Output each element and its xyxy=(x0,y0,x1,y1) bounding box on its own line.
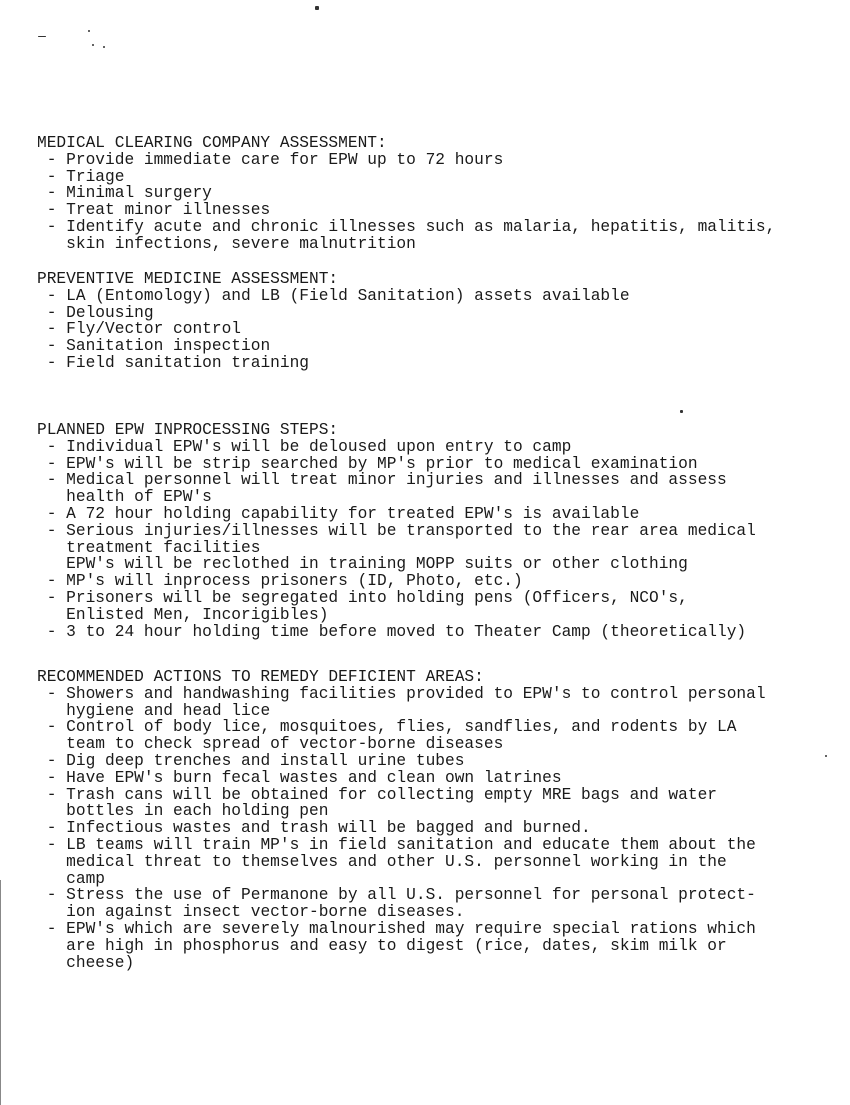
item-text: EPW's will be reclothed in training MOPP suits or other clothing xyxy=(66,555,688,574)
list-item xyxy=(37,787,766,804)
bullet-dash xyxy=(37,870,66,888)
bullet-dash: - xyxy=(37,303,67,322)
item-text: LB teams will train MP's in field sanitation and educate them about the xyxy=(66,835,756,854)
item-text: Medical personnel will treat minor injuries and illnesses and assess xyxy=(66,471,727,490)
bullet-dash: - xyxy=(37,751,67,770)
list-item xyxy=(37,556,756,573)
bullet-dash: - xyxy=(37,150,67,169)
scan-speck xyxy=(38,36,46,37)
item-text: skin infections, severe malnutrition xyxy=(66,234,416,253)
list-item xyxy=(37,305,630,322)
bullet-dash xyxy=(37,235,66,253)
list-item-continuation xyxy=(37,703,766,720)
item-text: LA (Entomology) and LB (Field Sanitation) assets available xyxy=(66,286,630,305)
list-item xyxy=(37,573,756,590)
list-item xyxy=(37,338,630,355)
list-item-continuation xyxy=(37,736,766,753)
list-item xyxy=(37,820,766,837)
bullet-dash xyxy=(37,539,66,557)
bullet-dash: - xyxy=(37,286,67,305)
list-item xyxy=(37,321,630,338)
item-text: Dig deep trenches and install urine tubes xyxy=(66,751,465,770)
list-item xyxy=(37,921,766,938)
item-text: A 72 hour holding capability for treated EPW's is available xyxy=(66,504,640,523)
bullet-dash xyxy=(37,702,66,720)
item-text: cheese) xyxy=(66,953,135,972)
bullet-dash: - xyxy=(37,184,67,203)
item-text: camp xyxy=(66,869,106,888)
list-item xyxy=(37,753,766,770)
item-text: are high in phosphorus and easy to digest (rice, dates, skim milk or xyxy=(66,936,727,955)
item-text: Control of body lice, mosquitoes, flies, sandflies, and rodents by LA xyxy=(66,718,737,737)
list-item xyxy=(37,624,756,641)
list-item xyxy=(37,523,756,540)
bullet-dash: - xyxy=(37,588,67,607)
item-text: Have EPW's burn fecal wastes and clean own latrines xyxy=(66,768,562,787)
bullet-dash: - xyxy=(37,437,67,456)
item-text: Infectious wastes and trash will be bagged and burned. xyxy=(66,819,591,838)
list-item xyxy=(37,439,756,456)
scan-speck xyxy=(92,44,94,46)
scan-speck xyxy=(680,410,683,413)
scan-speck xyxy=(315,6,319,10)
bullet-dash: - xyxy=(37,320,67,339)
item-text: Prisoners will be segregated into holding pens (Officers, NCO's, xyxy=(66,588,688,607)
list-item xyxy=(37,185,775,202)
bullet-dash: - xyxy=(37,718,67,737)
item-text: bottles in each holding pen xyxy=(66,802,329,821)
item-text: Delousing xyxy=(66,303,154,322)
bullet-dash: - xyxy=(37,337,67,356)
bullet-dash: - xyxy=(37,167,67,186)
item-text: Stress the use of Permanone by all U.S. personnel for personal protect- xyxy=(66,886,756,905)
item-text: Enlisted Men, Incorigibles) xyxy=(66,605,329,624)
list-item xyxy=(37,837,766,854)
scan-speck xyxy=(88,30,90,32)
item-text: team to check spread of vector-borne diseases xyxy=(66,735,504,754)
bullet-dash: - xyxy=(37,886,67,905)
item-text: MP's will inprocess prisoners (ID, Photo, etc.) xyxy=(66,572,523,591)
list-item-continuation xyxy=(37,955,766,972)
item-text: Triage xyxy=(66,167,125,186)
list-item-continuation xyxy=(37,607,756,624)
bullet-dash xyxy=(37,853,66,871)
item-text: medical threat to themselves and other U.S. personnel working in the xyxy=(66,852,727,871)
bullet-dash: - xyxy=(37,785,67,804)
list-item xyxy=(37,590,756,607)
bullet-dash xyxy=(37,488,66,506)
bullet-dash xyxy=(37,606,66,624)
bullet-dash: - xyxy=(37,353,67,372)
item-text: Fly/Vector control xyxy=(66,320,242,339)
section-heading: PREVENTIVE MEDICINE ASSESSMENT: xyxy=(37,270,339,288)
item-text: Field sanitation training xyxy=(66,353,310,372)
section xyxy=(37,135,775,253)
list-item xyxy=(37,202,775,219)
list-item xyxy=(37,456,756,473)
item-text: EPW's which are severely malnourished may require special rations which xyxy=(66,919,756,938)
item-text: Trash cans will be obtained for collecting empty MRE bags and water xyxy=(66,785,717,804)
list-item-continuation xyxy=(37,236,775,253)
list-item xyxy=(37,288,630,305)
item-text: Treat minor illnesses xyxy=(66,201,271,220)
bullet-dash xyxy=(37,555,66,573)
bullet-dash xyxy=(37,802,66,820)
section-heading: RECOMMENDED ACTIONS TO REMEDY DEFICIENT AREAS: xyxy=(37,668,484,686)
bullet-dash xyxy=(37,954,66,972)
item-text: Showers and handwashing facilities provided to EPW's to control personal xyxy=(66,684,766,703)
list-item xyxy=(37,506,756,523)
bullet-dash: - xyxy=(37,201,67,220)
list-item-continuation xyxy=(37,854,766,871)
bullet-dash: - xyxy=(37,919,67,938)
bullet-dash: - xyxy=(37,217,67,236)
list-item-continuation xyxy=(37,871,766,888)
scan-speck xyxy=(825,755,827,757)
bullet-dash: - xyxy=(37,454,67,473)
item-text: 3 to 24 hour holding time before moved to Theater Camp (theoretically) xyxy=(66,622,747,641)
item-text: EPW's will be strip searched by MP's prior to medical examination xyxy=(66,454,698,473)
item-text: Identify acute and chronic illnesses such as malaria, hepatitis, malitis, xyxy=(66,217,776,236)
list-item xyxy=(37,770,766,787)
item-text: Individual EPW's will be deloused upon entry to camp xyxy=(66,437,572,456)
bullet-dash xyxy=(37,735,66,753)
bullet-dash: - xyxy=(37,572,67,591)
item-text: health of EPW's xyxy=(66,488,212,507)
list-item-continuation xyxy=(37,803,766,820)
list-item-continuation xyxy=(37,489,756,506)
bullet-dash xyxy=(37,903,66,921)
list-item-continuation xyxy=(37,540,756,557)
list-item xyxy=(37,219,775,236)
item-text: Serious injuries/illnesses will be transported to the rear area medical xyxy=(66,521,756,540)
bullet-dash: - xyxy=(37,504,67,523)
item-text: ion against insect vector-borne diseases. xyxy=(66,903,465,922)
scan-speck xyxy=(103,46,105,48)
bullet-dash: - xyxy=(37,768,67,787)
item-text: Provide immediate care for EPW up to 72 hours xyxy=(66,150,504,169)
bullet-dash xyxy=(37,937,66,955)
bullet-dash: - xyxy=(37,521,67,540)
bullet-dash: - xyxy=(37,819,67,838)
list-item xyxy=(37,169,775,186)
section xyxy=(37,271,630,372)
section-heading: MEDICAL CLEARING COMPANY ASSESSMENT: xyxy=(37,134,387,152)
list-item xyxy=(37,686,766,703)
item-text: Minimal surgery xyxy=(66,184,212,203)
bullet-dash: - xyxy=(37,471,67,490)
list-item-continuation xyxy=(37,904,766,921)
list-item xyxy=(37,472,756,489)
item-text: treatment facilities xyxy=(66,538,261,557)
scan-edge xyxy=(0,880,1,1105)
list-item-continuation xyxy=(37,938,766,955)
item-text: Sanitation inspection xyxy=(66,337,271,356)
list-item xyxy=(37,887,766,904)
list-item xyxy=(37,152,775,169)
section xyxy=(37,422,756,640)
item-text: hygiene and head lice xyxy=(66,701,271,720)
section-heading: PLANNED EPW INPROCESSING STEPS: xyxy=(37,421,339,439)
bullet-dash: - xyxy=(37,684,67,703)
list-item xyxy=(37,355,630,372)
bullet-dash: - xyxy=(37,835,67,854)
bullet-dash: - xyxy=(37,622,67,641)
section xyxy=(37,669,766,971)
list-item xyxy=(37,719,766,736)
